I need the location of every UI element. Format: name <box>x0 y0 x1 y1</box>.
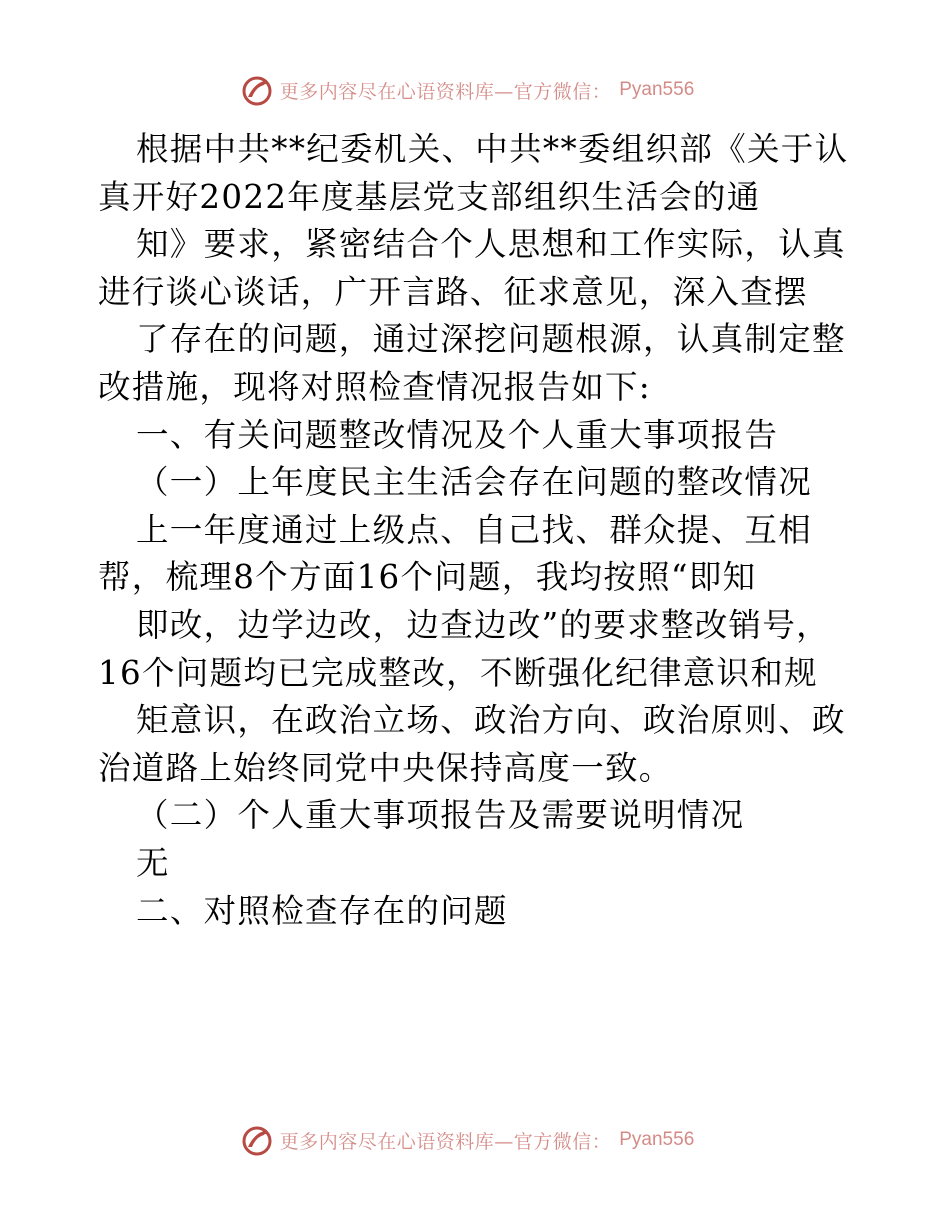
watermark-wechat-id: Pyan556 <box>619 79 695 100</box>
text-line: 帮，梳理8个方面16个问题，我均按照“即知 <box>98 558 757 597</box>
text-line: 矩意识，在政治立场、政治方向、政治原则、政 <box>136 701 846 740</box>
text-line: 根据中共**纪委机关、中共**委组织部《关于认 <box>136 130 849 168</box>
watermark-group <box>240 73 695 107</box>
text-line: （二）个人重大事项报告及需要说明情况 <box>136 796 745 835</box>
text-line: （一）上年度民主生活会存在问题的整改情况 <box>136 463 813 502</box>
watermark-text: 更多内容尽在心语资料库—官方微信： <box>279 80 612 103</box>
text-line: 进行谈心谈话，广开言路、征求意见，深入查摆 <box>98 272 808 311</box>
brand-logo-icon <box>240 1123 274 1157</box>
watermark-group <box>240 1123 695 1157</box>
text-line: 改措施，现将对照检查情况报告如下: <box>98 367 652 406</box>
watermark-text: 更多内容尽在心语资料库—官方微信： <box>279 1130 612 1153</box>
text-line: 无 <box>136 843 170 882</box>
text-line: 治道路上始终同党中央保持高度一致。 <box>98 748 673 787</box>
footer-watermark <box>0 1120 950 1160</box>
text-line: 了存在的问题，通过深挖问题根源，认真制定整 <box>136 320 846 359</box>
text-line: 真开好2022年度基层党支部组织生活会的通 <box>98 177 761 216</box>
document-body <box>98 126 858 935</box>
text-line: 知》要求，紧密结合个人思想和工作实际，认真 <box>136 225 846 264</box>
text-line: 即改，边学边改，边查边改”的要求整改销号， <box>136 605 830 644</box>
header-watermark <box>0 70 950 110</box>
text-line: 16个问题均已完成整改，不断强化纪律意识和规 <box>98 653 818 692</box>
text-line: 二、对照检查存在的问题 <box>136 891 508 930</box>
text-line: 上一年度通过上级点、自己找、群众提、互相 <box>136 510 813 549</box>
text-line: 一、有关问题整改情况及个人重大事项报告 <box>136 415 779 454</box>
watermark-wechat-id: Pyan556 <box>619 1129 695 1150</box>
brand-logo-icon <box>240 73 274 107</box>
